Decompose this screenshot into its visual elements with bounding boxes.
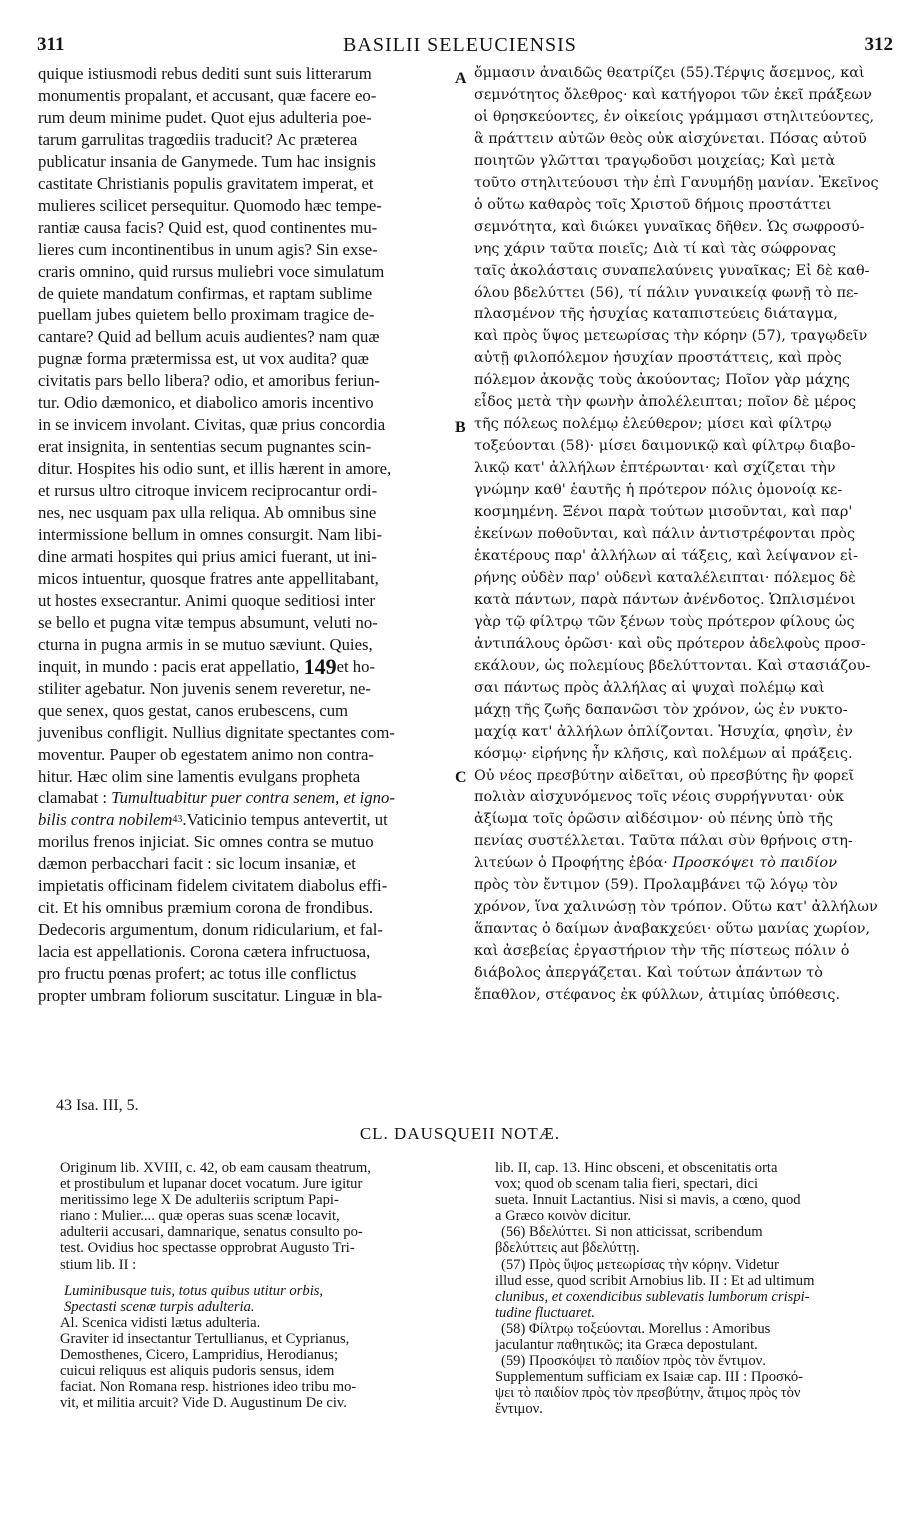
greek-line [474,524,888,546]
greek-line-text: ρήνης οὐδὲν παρ' οὐδενὶ καταλέλειπται· πόλεμος δὲ [474,569,856,586]
latin-line-text: Dedecoris argumentum, donum ridicularium, et fal- [38,920,383,940]
greek-line-text: σεμνότητα, καὶ διώκει γυναῖκας δῆθεν. Ὡς σωφροσύ- [474,218,865,235]
note-line: lib. II, cap. 13. Hinc obsceni, et obscenitatis orta [495,1160,778,1176]
footnote-ref: 43 [172,814,183,826]
latin-line-text: lacia est appellationis. Corona cætera infructuosa, [38,942,371,962]
latin-line [38,568,456,590]
latin-line-text: mulieres scilicet persequitur. Quomodo hæc tempe- [38,195,382,215]
greek-line-text: εκάλουν, ὡς πολεμίους βδελύττονται. Καὶ στασιάζου- [474,657,871,674]
note-line: Luminibusque tuis, totus quibus utitur orbis, [64,1282,324,1299]
latin-line-text: morilus frenos injiciat. Sic omnes contra se mutuo [38,832,374,852]
greek-line-text: οἱ θρησκεύοντες, ἐν οἰκείοις γράμμασι στηλιτεύοντες, [474,108,875,125]
note-line: faciat. Non Romana resp. histriones ideo tribu mo- [60,1379,357,1396]
greek-line [474,590,888,612]
greek-line-text: ἐκείνων ποθοῦνται, καὶ πάλιν ἀντιστρέφονται πρὸς [474,526,856,543]
latin-line [38,107,456,129]
latin-line [38,502,456,524]
note-line: Demosthenes, Cicero, Lampridius, Herodianus; [60,1347,339,1364]
greek-line-text: σεμνότητος ὄλεθρος· καὶ κατήγοροι τῶν ἐκεῖ πράξεων [474,86,872,103]
latin-line [38,370,456,392]
latin-line [38,897,456,919]
latin-line [38,612,456,634]
greek-column [474,63,888,1007]
latin-line [38,129,456,151]
latin-line-text: cturna in pugna armis in se mutuo sæviunt. Quies, [38,634,373,654]
note-line: vit, et militia arcuit? Vide D. Augustinum De civ. [60,1395,347,1412]
greek-line-text: σαι πάντως πρὸς ἀλλήλας αἱ ψυχαὶ πολέμῳ καὶ [474,679,825,696]
latin-line [38,722,456,744]
latin-line-text: pro fructu pœnas profert; ac totus ille conflictus [38,964,357,984]
greek-line-text: λικῷ κατ' ἀλλήλων ἐπτέρωνται· καὶ σχίζεται τὴν [474,460,836,477]
latin-line-text: dæmon perbacchari facit : sic locum insaniæ, et [38,854,356,874]
greek-line [474,744,888,766]
latin-line-text: tur. Odio dæmonico, et diabolico amoris incentivo [38,393,374,413]
latin-line [38,875,456,897]
greek-line-text: τοῦτο στηλιτεύουσι τὴν ἐπὶ Γανυμήδῃ μανίαν. Ἐκεῖνος [474,174,879,191]
greek-line [474,700,888,722]
latin-line-text: civitatis pars bello libera? odio, et amoribus feriun- [38,371,380,391]
greek-line [474,919,888,941]
greek-line [474,217,888,239]
latin-line [38,173,456,195]
latin-line [38,239,456,261]
latin-line [38,919,456,941]
latin-line [38,458,456,480]
latin-line [38,480,456,502]
greek-line-text: πενίας συστέλλεται. Ταῦτα πάλαι σὺν θρήνοις στη- [474,833,853,850]
latin-line [38,348,456,370]
latin-line-text: hitur. Hæc olim sine lamentis evulgans propheta [38,766,361,786]
greek-line-text: πολιὰν αἰσχυνόμενος τοῖς νέοις συρρήγνυται· οὐκ [474,789,844,806]
greek-line [474,173,888,195]
latin-line [38,414,456,436]
note-line: jaculantur παθητικῶς; ita Græca depostulant. [495,1337,758,1354]
greek-line-text: κατὰ πάντων, παρὰ πάντων ἀνένδοτος. Ὡπλισμένοι [474,591,856,608]
margin-marker-a: A [455,70,467,87]
note-line: clunibus, et coxendicibus sublevatis lumborum crispi- [495,1288,810,1305]
latin-line-text: monumentis propalant, et accusant, quæ facere eo- [38,85,377,105]
latin-line [38,831,456,853]
greek-line-text: γνώμην καθ' ἑαυτῆς ἡ πρότερον πόλις ὁμονοίᾳ κε- [474,482,843,499]
latin-line-text: juvenibus confligit. Nullius dignitate spectantes com- [38,722,395,742]
note-line: adulterii accusari, damnarique, senatus consulto po- [60,1224,363,1241]
latin-line [38,524,456,546]
greek-line-text: κόσμῳ· εἰρήνης ἦν κλῆσις, καὶ πολέμων αἱ πράξεις. [474,745,853,762]
greek-line [474,722,888,744]
greek-line [474,129,888,151]
greek-line-text: ἅπαντας ὁ δαίμων ἀναβακχεύει· οὕτω μανίας χωρίον, [474,921,871,938]
latin-line-text: quique istiusmodi rebus dediti sunt suis litterarum [38,64,372,83]
latin-line-text: propter umbram foliorum suscitatur. Linguæ in bla- [38,986,383,1006]
greek-line-text: μάχῃ τῆς ζωῆς δαπανῶσι τὸν χρόνον, ὡς ἐν νυκτο- [474,701,848,718]
greek-line [474,261,888,283]
latin-line-text: se bello et pugna vitæ tempus absumunt, veluti no- [38,612,378,632]
greek-line-text: τῆς πόλεως πολέμῳ ἐλεύθερον; μίσει καὶ φίλτρῳ [474,416,832,433]
note-line: cuicui reliquus est aliquis pudoris sensus, idem [60,1363,335,1380]
greek-line [474,502,888,524]
note-line: (56) Βδελύττει. Si non atticissat, scribendum [501,1224,763,1241]
greek-line-text: Οὐ νέος πρεσβύτην αἰδεῖται, οὐ πρεσβύτης ἣν φορεῖ [474,767,855,784]
greek-line [474,678,888,700]
latin-line [38,392,456,414]
latin-line [38,744,456,766]
latin-line-text: craris omnino, quid rursus muliebri voce simulatum [38,261,385,281]
greek-line [474,436,888,458]
running-title: BASILII SELEUCIENSIS [343,34,577,56]
latin-line [38,261,456,283]
greek-line [474,766,888,788]
greek-line-text: ὁ οὕτω καθαρὸς τοῖς Χριστοῦ δήμοις προστάττει [474,196,832,213]
greek-line [474,963,888,985]
latin-line-text: nes, nec usquam pax ulla reliqua. Ab omnibus sine [38,503,377,523]
latin-line-text: stiliter agebatur. Non juvenis senem reveretur, ne- [38,678,371,698]
greek-line [474,656,888,678]
latin-line [38,963,456,985]
note-line: a Græco κοινὸν dicitur. [495,1208,632,1225]
greek-line [474,458,888,480]
note-line: ψει τὸ παιδίον πρὸς τὸν πρεσβύτην, ἄτιμος πρὸς τὸν [495,1385,801,1402]
note-line: Spectasti scenæ turpis adulteria. [64,1298,255,1315]
greek-line-text: ἃ πράττειν αὐτῶν θεὸς οὐκ αἰσχύνεται. Πόσας αὐτοῦ [474,130,867,147]
greek-line-text: καὶ ἀσεβείας ἐργαστήριον τὴν τῆς πίστεως πόλιν ὁ [474,943,850,960]
note-line: sueta. Innuit Lactantius. Nisi si mavis, a cœno, quod [495,1192,801,1209]
margin-marker-c: C [455,769,467,786]
latin-line-text: puellam jubes quietem bello proximam tragice de- [38,305,375,325]
latin-line-text: que senex, quos gestat, canos erubescens, cum [38,700,349,720]
greek-line-text: όλου βδελύττει (56), τί πάλιν γυναικείᾳ φωνῇ τὸ πε- [474,284,859,301]
greek-line [474,85,888,107]
latin-line-text: ut hostes exsecrantur. Animi quoque seditiosi inter [38,590,375,610]
latin-line [38,653,456,679]
latin-line [38,766,456,788]
greek-line [474,941,888,963]
note-line: stium lib. II : [60,1256,137,1273]
greek-line-text: αὐτῇ φιλοπόλεμον ἡσυχίαν προστάττεις, καὶ πρὸς [474,350,842,367]
greek-line [474,480,888,502]
latin-line-text: clamabat : [38,788,108,808]
greek-line [474,326,888,348]
notes-right-column [495,1160,895,1418]
note-line: illud esse, quod scribit Arnobius lib. II : Et ad ultimum [495,1272,815,1289]
greek-line [474,414,888,436]
latin-line-text: inquit, in mundo : pacis erat appellatio, [38,656,300,676]
latin-line [38,700,456,722]
notes-left-column [60,1160,472,1411]
latin-line-text: intermissione bellum in omnes consurgit. Nam libi- [38,525,383,545]
greek-line-text: χρόνον, ἵνα χαλινώσῃ τὸν τρόπον. Οὕτω κατ' ἀλλήλων [474,899,878,916]
greek-line [474,151,888,173]
note-line: ἔντιμον. [495,1401,543,1418]
latin-line [38,853,456,875]
note-line: Graviter id insectantur Tertullianus, et Cyprianus, [60,1330,350,1347]
latin-line [38,678,456,700]
greek-line [474,304,888,326]
page-number-right: 312 [864,34,893,55]
greek-line-text: διάβολος ἀπεργάζεται. Καὶ τούτων ἁπάντων τὸ [474,965,823,982]
greek-line [474,568,888,590]
note-line: et prostibulum et lupanar docet vocatum. Jure igitur [60,1176,363,1193]
latin-line [38,985,456,1007]
greek-line-text: πλασμένον τῆς ἡσυχίας καταπιστεύεις διάταγμα, [474,306,838,323]
scripture-quote: Tumultuabitur puer contra senem, et igno- [111,788,395,808]
greek-line [474,392,888,414]
latin-line-text: erat insignita, in sententias secum pugnantes scin- [38,437,372,457]
latin-line [38,195,456,217]
greek-line [474,787,888,809]
greek-line-text: κοσμημένη. Ξένοι παρὰ τούτων μισοῦνται, καὶ παρ' [474,504,853,521]
greek-line [474,546,888,568]
latin-line-text: pugnæ forma prætermissa est, ut vox audita? quæ [38,349,369,369]
latin-column [38,63,456,1007]
greek-line [474,853,888,875]
latin-line [38,436,456,458]
latin-line-text: in se invicem involant. Civitas, quæ prius concordia [38,415,386,435]
scripture-quote: bilis contra nobilem [38,810,173,830]
latin-line [38,590,456,612]
latin-line [38,85,456,107]
note-line: (57) Πρὸς ὕψος μετεωρίσας τὴν κόρην. Videtur [501,1256,779,1273]
note-line: tudine fluctuaret. [495,1304,595,1321]
note-line: βδελύττεις aut βδελύττῃ. [495,1240,640,1257]
latin-line-text: micos intuentur, quosque fratres ante appellitabant, [38,568,379,588]
margin-marker-b: B [455,419,466,436]
greek-line-text: τοξεύονται (58)· μίσει δαιμονικῷ καὶ φίλτρῳ διαβο- [474,438,856,455]
greek-line-text: ὄμμασιν ἀναιδῶς θεατρίζει (55).Τέρψις ἄσεμνος, καὶ [474,65,865,81]
latin-line [38,326,456,348]
latin-line-text: de quiete mandatum confirmas, et raptam sublime [38,283,373,303]
latin-line-text: tarum garrulitas tragœdiis traducit? Ac præterea [38,129,358,149]
greek-line-text: ἀντιπάλους ὁρῶσι· καὶ οὓς πρότερον ἀδελφοὺς προσ- [474,635,866,652]
latin-line [38,546,456,568]
greek-line-text: εἶδος μετὰ τὴν φωνὴν ἀπολέλειπται; ποῖον δὲ μέρος [474,394,857,411]
greek-line-text: ἑκατέρους παρ' ἀλλήλων αἱ τάξεις, καὶ λείψανον εἰ- [474,547,858,564]
latin-line-text: rantiæ causa facis? Quid est, quod continentes mu- [38,217,378,237]
greek-line [474,612,888,634]
greek-line-text: ταῖς ἀκολάσταις συναπελαύνεις γυναῖκας; Εἰ δὲ καθ- [474,262,870,279]
latin-line-text: et rursus ultro citroque invicem reciprocantur ordi- [38,481,378,501]
greek-line [474,875,888,897]
greek-line [474,370,888,392]
note-line: Originum lib. XVIII, c. 42, ob eam causam theatrum, [60,1160,371,1176]
note-line: (58) Φίλτρῳ τοξεύονται. Morellus : Amoribus [501,1320,771,1337]
greek-line-text: μαχίᾳ κατ' ἀλλήλων ὁπλίζονται. Ἡσυχία, φησὶν, ἐν [474,723,853,740]
latin-line-text: cantare? Quid ad bellum acuis audientes? nam quæ [38,327,380,347]
note-line: vox; quod ob scenam talia fieri, spectari, dici [495,1176,759,1193]
latin-line-text: castitate Christianis populis gravitatem imperat, et [38,173,374,193]
page-number-left: 311 [37,34,65,55]
latin-line-text: publicatur insania de Ganymede. Tum hac insignis [38,151,376,171]
scripture-quote: Προσκόψει τὸ παιδίον [672,855,837,872]
latin-line [38,283,456,305]
latin-line-text: lieres cum incontinentibus in unum agis? Sin exse- [38,239,378,259]
notes-title: CL. DAUSQUEII NOTÆ. [359,1124,561,1143]
latin-line [38,941,456,963]
greek-line [474,634,888,656]
latin-line-text: impietatis officinam fidelem civitatem diabolus effi- [38,876,388,896]
greek-line-text: γὰρ τῷ φίλτρῳ τῶν ξένων τοὺς πρότερον φίλους ὡς [474,613,855,630]
note-line: riano : Mulier.... quæ operas suas scenæ locavit, [60,1208,340,1225]
greek-line [474,348,888,370]
latin-line: bilis contra nobilem 43 . Vaticinio tempus antevertit, ut [38,810,388,830]
latin-line-text: et ho- [336,656,376,676]
greek-line-text: ποιητῶν γλῶτται τραγῳδοῦσι μοιχείας; Καὶ μετὰ [474,152,836,169]
latin-line-text: rum deum minime pudet. Quot ejus adulteria poe- [38,107,372,127]
latin-line [38,304,456,326]
greek-line-text: λιτεύων ὁ Προφήτης ἐβόα· [474,855,668,872]
greek-line [474,831,888,853]
latin-line-text: moventur. Pauper ob egestatem animo non contra- [38,744,374,764]
greek-line [474,63,888,85]
latin-line [38,151,456,173]
greek-line [474,809,888,831]
latin-line [38,63,456,85]
greek-line-text: ἔπαθλον, στέφανος ἐκ φύλλων, ἀτιμίας ὑπόθεσις. [474,987,841,1004]
latin-line [38,217,456,239]
greek-line-text: πόλεμον ἀκονᾷς τοὺς ἀκούοντας; Ποῖον γὰρ μάχης [474,372,850,389]
greek-line-text: ἀξίωμα τοῖς ὁρῶσιν αἰδέσιμον· οὐ πένης ὑπὸ τῆς [474,811,834,828]
note-line: test. Ovidius hoc spectasse opprobrat Augusto Tri- [60,1240,355,1257]
greek-line-text: πρὸς τὸν ἔντιμον (59). Προλαμβάνει τῷ λόγῳ τὸν [474,877,838,894]
note-line: meritissimo lege X De adulteriis scriptum Papi- [60,1192,339,1209]
latin-line-text: Vaticinio tempus antevertit, ut [186,810,388,830]
greek-line [474,985,888,1007]
latin-line [38,787,456,809]
note-line: Al. Scenica vidisti lætus adulteria. [60,1314,261,1331]
footnote: 43 Isa. III, 5. [56,1097,139,1114]
greek-line [474,283,888,305]
latin-line-text: dine armati hospites qui prius amici fuerant, ut ini- [38,546,377,566]
greek-line [474,195,888,217]
note-line: (59) Προσκόψει τὸ παιδίον πρὸς τὸν ἔντιμον. [501,1353,766,1370]
latin-line [38,634,456,656]
greek-line [474,239,888,261]
latin-line-text: cit. Et his omnibus præmium corona de frondibus. [38,898,374,918]
greek-line-text: νης χάριν ταῦτα ποιεῖς; Διὰ τί καὶ τὰς σώφρονας [474,240,836,257]
note-line: Supplementum sufficiam ex Isaiæ cap. III : Προσκό- [495,1369,804,1386]
latin-line-text: ditur. Hospites his odio sunt, et illis hærent in amore, [38,459,392,479]
greek-line [474,107,888,129]
greek-line [474,897,888,919]
greek-line-text: καὶ πρὸς ὕψος μετεωρίσας τὴν κόρην (57), τραγῳδεῖν [474,328,868,345]
column-number: 149 [303,653,337,679]
